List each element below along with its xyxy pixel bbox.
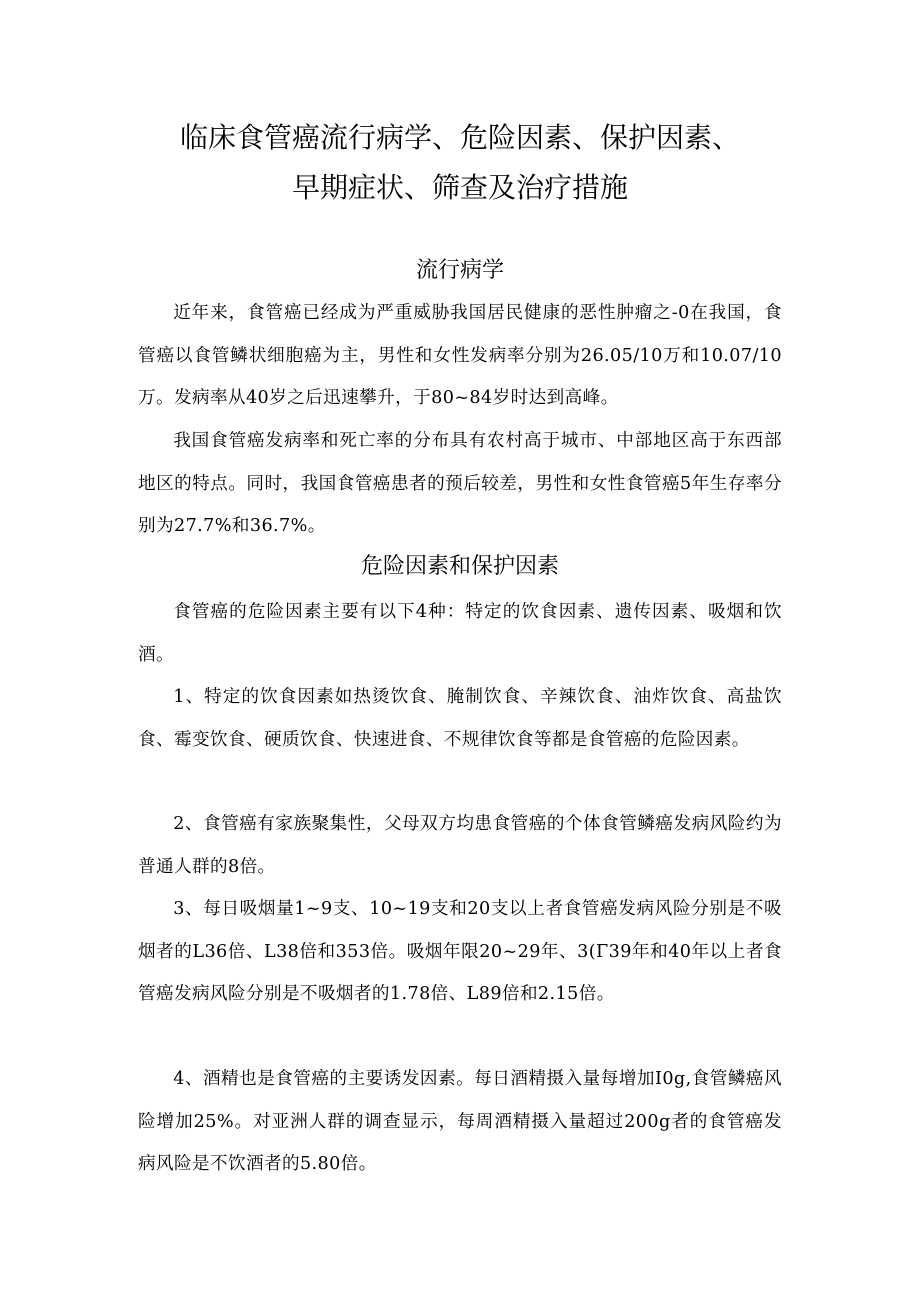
document-title-line-1: 临床食管癌流行病学、危险因素、保护因素、 — [179, 121, 740, 154]
section-heading-epidemiology: 流行病学 — [415, 258, 504, 283]
paragraph-epidemiology-incidence: 近年来，食管癌已经成为严重威胁我国居民健康的恶性肿瘤之-0在我国，食管癌以食管鳞状细胞癌为主，男性和女性发病率分别为26.05/10万和10.07/10万。发病率从40岁之后迅速攀升，于80~84岁时达到高峰。 — [138, 303, 782, 408]
paragraph-risk-factors-intro: 食管癌的危险因素主要有以下4种：特定的饮食因素、遗传因素、吸烟和饮酒。 — [138, 602, 782, 665]
paragraph-risk-factor-alcohol: 4、酒精也是食管癌的主要诱发因素。每日酒精摄入量每增加I0g,食管鳞癌风险增加25%。对亚洲人群的调查显示，每周酒精摄入量超过200g者的食管癌发病风险是不饮酒者的5.80倍。 — [138, 1069, 782, 1174]
document-title-line-2: 早期症状、筛查及治疗措施 — [291, 171, 628, 204]
section-heading-risk-factors: 危险因素和保护因素 — [360, 554, 559, 579]
paragraph-risk-factor-smoking: 3、每日吸烟量1~9支、10~19支和20支以上者食管癌发病风险分别是不吸烟者的L36倍、L38倍和353倍。吸烟年限20~29年、3(Γ39年和40年以上者食管癌发病风险分别是不吸烟者的1.78倍、L89倍和2.15倍。 — [138, 899, 782, 1004]
paragraph-risk-factor-diet: 1、特定的饮食因素如热烫饮食、腌制饮食、辛辣饮食、油炸饮食、高盐饮食、霉变饮食、硬质饮食、快速进食、不规律饮食等都是食管癌的危险因素。 — [138, 687, 782, 750]
paragraph-epidemiology-distribution: 我国食管癌发病率和死亡率的分布具有农村高于城市、中部地区高于东西部地区的特点。同时，我国食管癌患者的预后较差，男性和女性食管癌5年生存率分别为27.7%和36.7%。 — [138, 431, 782, 536]
paragraph-risk-factor-genetics: 2、食管癌有家族聚集性，父母双方均患食管癌的个体食管鳞癌发病风险约为普通人群的8倍。 — [138, 814, 782, 877]
